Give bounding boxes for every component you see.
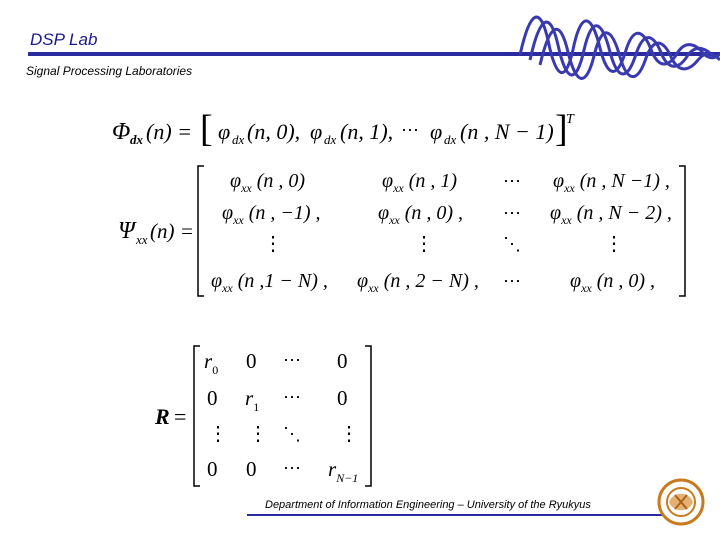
svg-text:φxx (n , 2 − N) ,: $\varphi_{xx}$ (n , 2 − N) , — [357, 270, 479, 295]
lab-title: DSP Lab — [30, 30, 98, 49]
svg-text:φxx (n , 1): $\varphi_{xx}$ (n , 1) — [382, 170, 458, 195]
svg-text:0: 0 — [246, 349, 257, 373]
svg-text:xx: xx — [136, 232, 148, 247]
svg-text:⋱: ⋱ — [283, 424, 301, 444]
svg-text:⋮: ⋮ — [604, 233, 624, 255]
svg-text:φxx (n ,1 − N) ,: $\varphi_{xx}$ (n ,1 − N) , — [211, 270, 328, 295]
svg-text:⋮: ⋮ — [248, 423, 268, 445]
svg-text:(n) =: (n) = — [150, 219, 194, 243]
svg-text:φxx (n , −1) ,: $\varphi_{xx}$ (n , −1) , — [222, 202, 321, 227]
svg-text:⋯: ⋯ — [401, 120, 419, 140]
phi-equation — [112, 108, 575, 150]
svg-text:φxx (n , N − 2) ,: $\varphi_{xx}$ (n , N − 2) , — [550, 202, 672, 227]
svg-text:⋮: ⋮ — [208, 423, 228, 445]
university-seal-icon — [655, 477, 707, 527]
svg-text:r1: $r_1$ — [245, 386, 260, 414]
svg-text:rN−1: $r_{N-1}$ — [328, 457, 359, 485]
svg-text:φxx (n , 0) ,: $\varphi_{xx}$ (n , 0) , — [570, 270, 656, 295]
svg-text:0: 0 — [207, 457, 218, 481]
svg-text:φ: φ — [310, 119, 323, 144]
svg-text:⋮: ⋮ — [263, 233, 283, 255]
svg-text:⋯: ⋯ — [283, 458, 301, 478]
r-equation — [154, 346, 371, 486]
svg-text:(n) =: (n) = — [146, 119, 192, 144]
footer-divider — [247, 514, 662, 516]
footer-text: Department of Information Engineering – University of the Ryukyus — [265, 499, 591, 511]
svg-text:⋯: ⋯ — [503, 171, 521, 191]
svg-text:φxx (n , 0) ,: $\varphi_{xx}$ (n , 0) , — [378, 202, 464, 227]
svg-text:0: 0 — [337, 349, 348, 373]
svg-text:(n, 0),: (n, 0), — [247, 119, 301, 144]
svg-text:Ψ: Ψ — [118, 218, 135, 244]
psi-equation — [118, 166, 685, 296]
svg-text:0: 0 — [207, 386, 218, 410]
svg-text:=: = — [174, 404, 187, 429]
svg-text:φ: φ — [430, 119, 443, 144]
svg-text:0: 0 — [246, 457, 257, 481]
lab-subtitle: Signal Processing Laboratories — [26, 64, 193, 78]
svg-text:⋯: ⋯ — [283, 387, 301, 407]
svg-text:Φ: Φ — [112, 119, 131, 145]
svg-text:]: ] — [555, 108, 568, 150]
svg-text:dx: dx — [232, 132, 245, 147]
svg-text:r0: $r_0$ — [204, 349, 219, 377]
svg-text:0: 0 — [337, 386, 348, 410]
svg-text:⋮: ⋮ — [414, 233, 434, 255]
svg-text:T: T — [566, 112, 574, 127]
svg-text:dx: dx — [324, 132, 337, 147]
svg-text:⋯: ⋯ — [503, 203, 521, 223]
svg-text:dx: dx — [130, 132, 143, 147]
svg-text:φ: φ — [218, 119, 231, 144]
svg-text:⋯: ⋯ — [503, 271, 521, 291]
svg-text:⋮: ⋮ — [339, 423, 359, 445]
svg-text:dx: dx — [444, 132, 457, 147]
svg-text:[: [ — [200, 108, 213, 150]
svg-text:(n , N − 1): (n , N − 1) — [460, 119, 554, 144]
svg-text:(n, 1),: (n, 1), — [340, 119, 394, 144]
svg-text:R: R — [155, 404, 170, 429]
svg-text:⋯: ⋯ — [283, 350, 301, 370]
svg-text:φxx (n , 0): $\varphi_{xx}$ (n , 0) — [230, 170, 306, 195]
svg-text:⋱: ⋱ — [503, 234, 521, 254]
svg-text:φxx (n , N −1) ,: $\varphi_{xx}$ (n , N −1) , — [553, 170, 670, 195]
